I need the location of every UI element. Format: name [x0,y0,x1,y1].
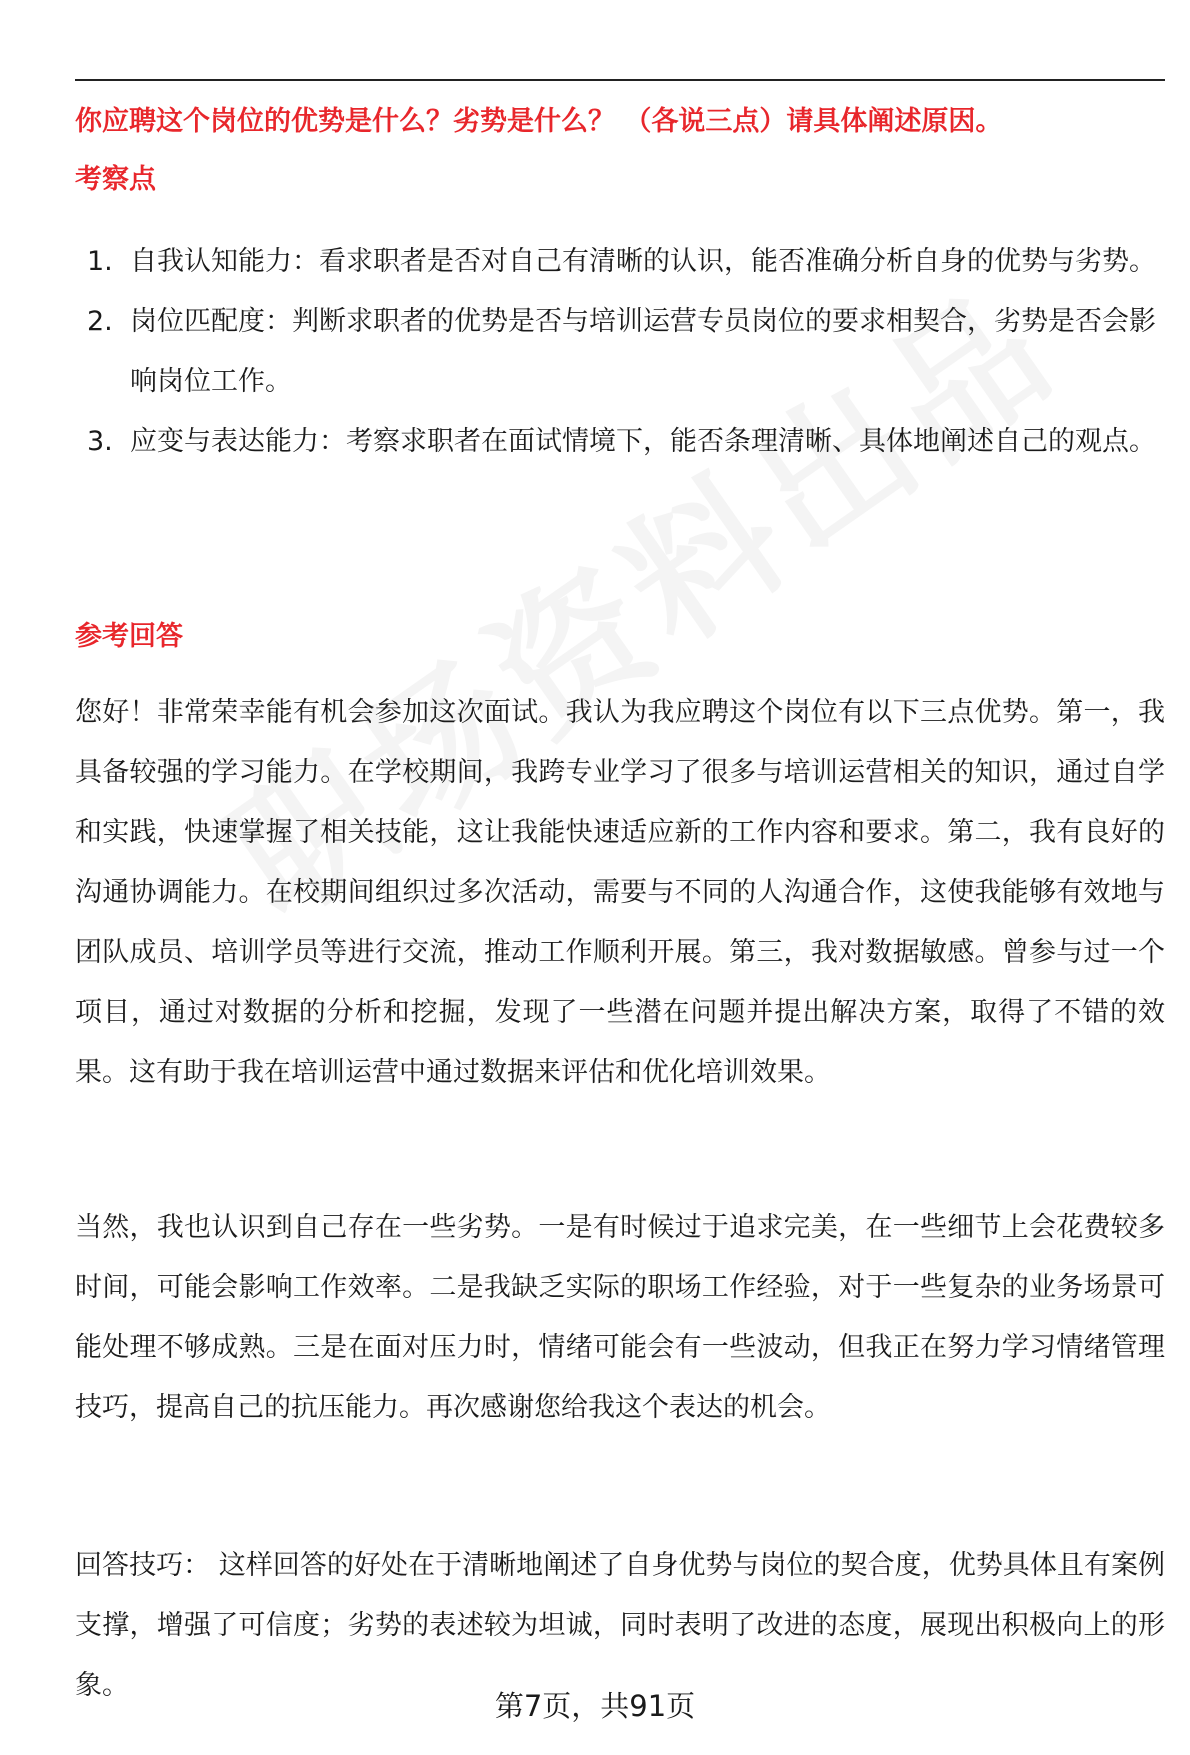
answer-paragraph-strengths: 您好！非常荣幸能有机会参加这次面试。我认为我应聘这个岗位有以下三点优势。第一，我具备较强的学习能力。在学校期间，我跨专业学习了很多与培训运营相关的知识，通过自学和实践，快速掌握了相关技能，这让我能快速适应新的工作内容和要求。第二，我有良好的沟通协调能力。在校期间组织过多次活动，需要与不同的人沟通合作，这使我能够有效地与团队成员、培训学员等进行交流，推动工作顺利开展。第三，我对数据敏感。曾参与过一个项目，通过对数据的分析和挖掘，发现了一些潜在问题并提出解决方案，取得了不错的效果。这有助于我在培训运营中通过数据来评估和优化培训效果。 [75,697,1165,1088]
list-item [75,292,1165,412]
list-item [75,412,1165,472]
answer-paragraph-weaknesses: 当然，我也认识到自己存在一些劣势。一是有时候过于追求完美，在一些细节上会花费较多时间，可能会影响工作效率。二是我缺乏实际的职场工作经验，对于一些复杂的业务场景可能处理不够成熟。三是在面对压力时，情绪可能会有一些波动，但我正在努力学习情绪管理技巧，提高自己的抗压能力。再次感谢您给我这个表达的机会。 [75,1212,1165,1423]
section-title-kaocha: 考察点 [75,164,156,195]
assessment-points-list [75,232,1165,472]
top-divider [75,79,1165,81]
list-item-text: 应变与表达能力：考察求职者在面试情境下，能否条理清晰、具体地阐述自己的观点。 [130,426,1156,457]
list-item-number: 3. [87,426,113,457]
page-number: 第7页，共91页 [494,1689,696,1723]
section-title-answer: 参考回答 [75,621,183,652]
list-item-text: 自我认知能力：看求职者是否对自己有清晰的认识，能否准确分析自身的优势与劣势。 [130,246,1156,277]
list-item [75,232,1165,292]
list-item-number: 2. [87,306,113,337]
answer-tips-paragraph: 回答技巧： 这样回答的好处在于清晰地阐述了自身优势与岗位的契合度，优势具体且有案例支撑，增强了可信度；劣势的表述较为坦诚，同时表明了改进的态度，展现出积极向上的形象。 [75,1550,1165,1701]
list-item-text: 岗位匹配度：判断求职者的优势是否与培训运营专员岗位的要求相契合，劣势是否会影响岗位工作。 [130,306,1156,397]
question-heading: 你应聘这个岗位的优势是什么？劣势是什么？ （各说三点）请具体阐述原因。 [75,106,1003,137]
list-item-number: 1. [87,246,113,277]
